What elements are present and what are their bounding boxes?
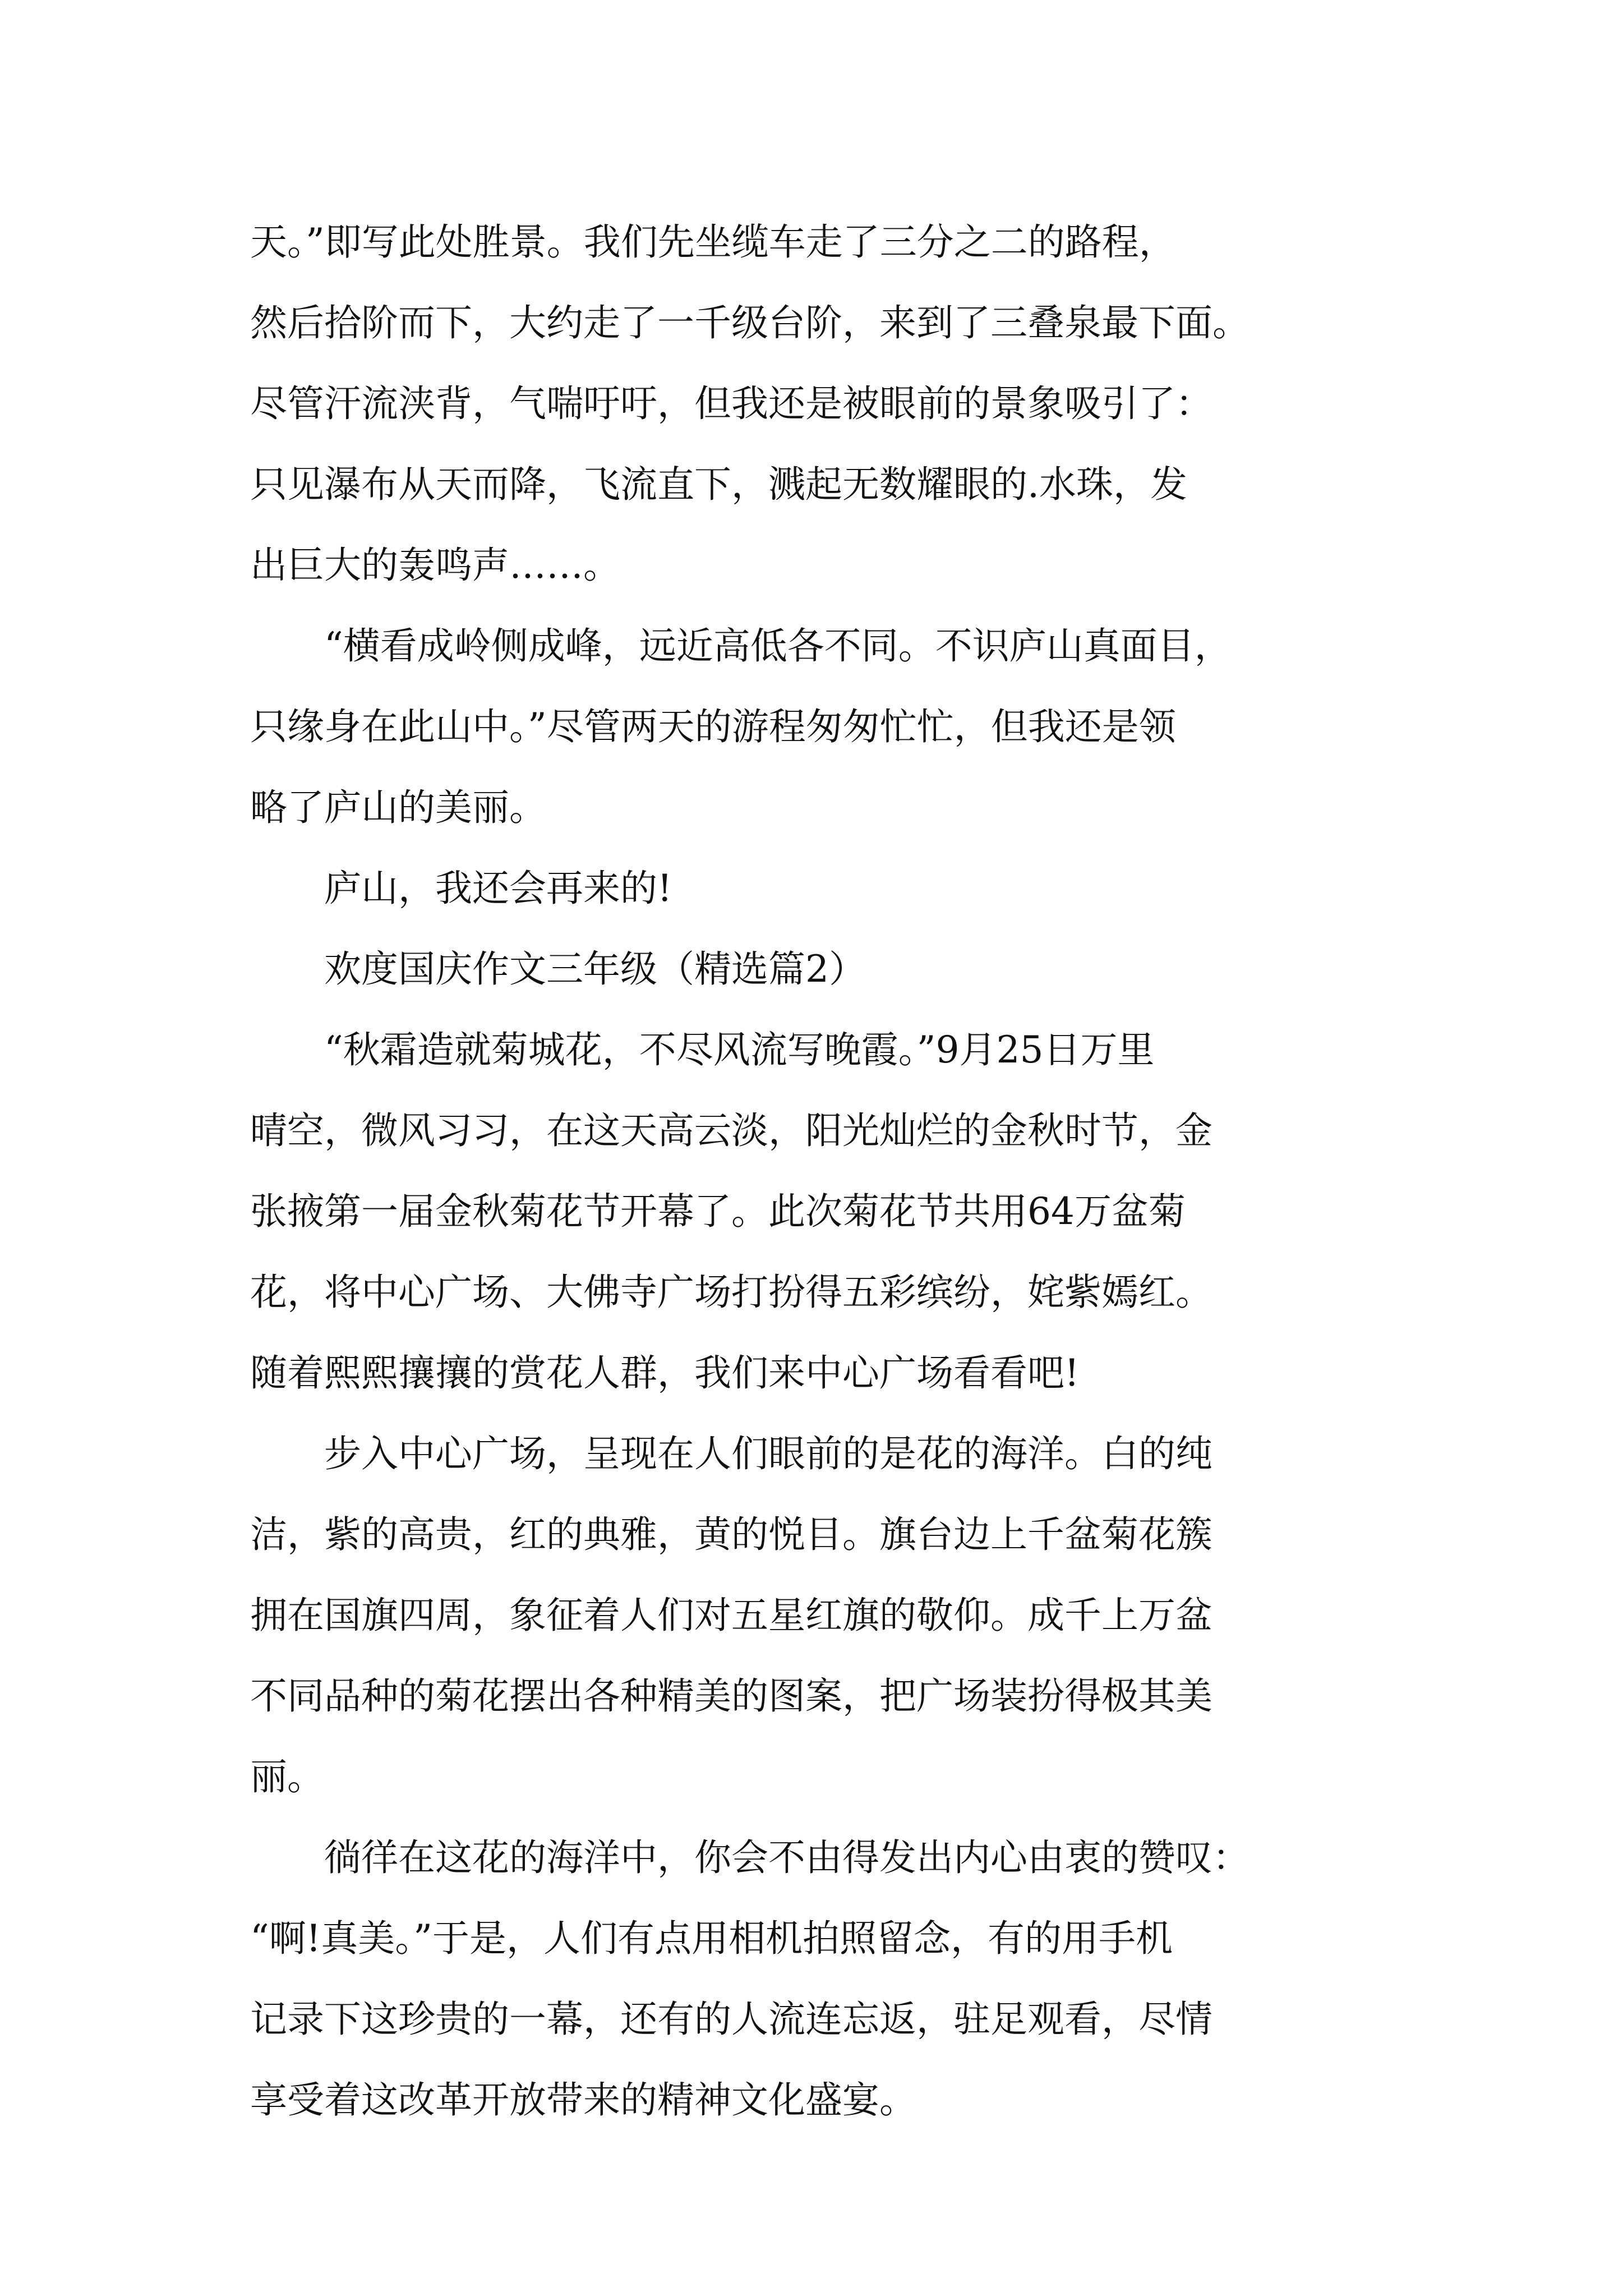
paragraph-line: 晴空，微风习习，在这天高云淡，阳光灿烂的金秋时节，金 [250, 1109, 1212, 1152]
paragraph-line: 步入中心广场，呈现在人们眼前的是花的海洋。白的纯 [324, 1432, 1212, 1475]
paragraph-line: “秋霜造就菊城花，不尽风流写晚霞。”9月25日万里 [324, 1028, 1155, 1071]
paragraph-line: 张掖第一届金秋菊花节开幕了。此次菊花节共用64万盆菊 [250, 1190, 1186, 1233]
paragraph-line: 记录下这珍贵的一幕，还有的人流连忘返，驻足观看，尽情 [250, 1998, 1212, 2041]
paragraph-line: 然后拾阶而下，大约走了一千级台阶，来到了三叠泉最下面。 [250, 301, 1249, 344]
paragraph-line: 花，将中心广场、大佛寺广场打扮得五彩缤纷，姹紫嫣红。 [250, 1271, 1212, 1314]
document-body [250, 202, 1400, 2141]
paragraph-1 [250, 202, 1400, 606]
paragraph-line: 洁，紫的高贵，红的典雅，黄的悦目。旗台边上千盆菊花簇 [250, 1513, 1212, 1556]
paragraph-7 [250, 1818, 1400, 2141]
section-heading [250, 929, 1400, 1010]
heading-line: 欢度国庆作文三年级（精选篇2） [324, 947, 866, 991]
paragraph-line: 庐山，我还会再来的! [324, 867, 672, 910]
paragraph-line: 天。”即写此处胜景。我们先坐缆车走了三分之二的路程， [250, 220, 1176, 264]
paragraph-line: 随着熙熙攘攘的赏花人群，我们来中心广场看看吧! [250, 1351, 1080, 1395]
paragraph-line: 徜徉在这花的海洋中，你会不由得发出内心由衷的赞叹： [324, 1836, 1249, 1879]
paragraph-line: 丽。 [250, 1755, 324, 1798]
paragraph-line: 拥在国旗四周，象征着人们对五星红旗的敬仰。成千上万盆 [250, 1594, 1212, 1637]
paragraph-line: “横看成岭侧成峰，远近高低各不同。不识庐山真面目， [324, 624, 1232, 668]
paragraph-line: 尽管汗流浃背，气喘吁吁，但我还是被眼前的景象吸引了： [250, 382, 1212, 425]
paragraph-2 [250, 606, 1400, 848]
paragraph-line: 只见瀑布从天而降，飞流直下，溅起无数耀眼的.水珠，发 [250, 463, 1187, 506]
paragraph-3 [250, 848, 1400, 929]
paragraph-line: 不同品种的菊花摆出各种精美的图案，把广场装扮得极其美 [250, 1674, 1212, 1718]
paragraph-6 [250, 1414, 1400, 1818]
paragraph-line: 出巨大的轰鸣声……。 [250, 544, 620, 587]
paragraph-5 [250, 1010, 1400, 1414]
paragraph-line: “啊!真美。”于是，人们有点用相机拍照留念，有的用手机 [250, 1917, 1173, 1960]
paragraph-line: 只缘身在此山中。”尽管两天的游程匆匆忙忙，但我还是领 [250, 705, 1176, 748]
paragraph-line: 享受着这改革开放带来的精神文化盛宴。 [250, 2078, 916, 2122]
paragraph-line: 略了庐山的美丽。 [250, 786, 546, 829]
